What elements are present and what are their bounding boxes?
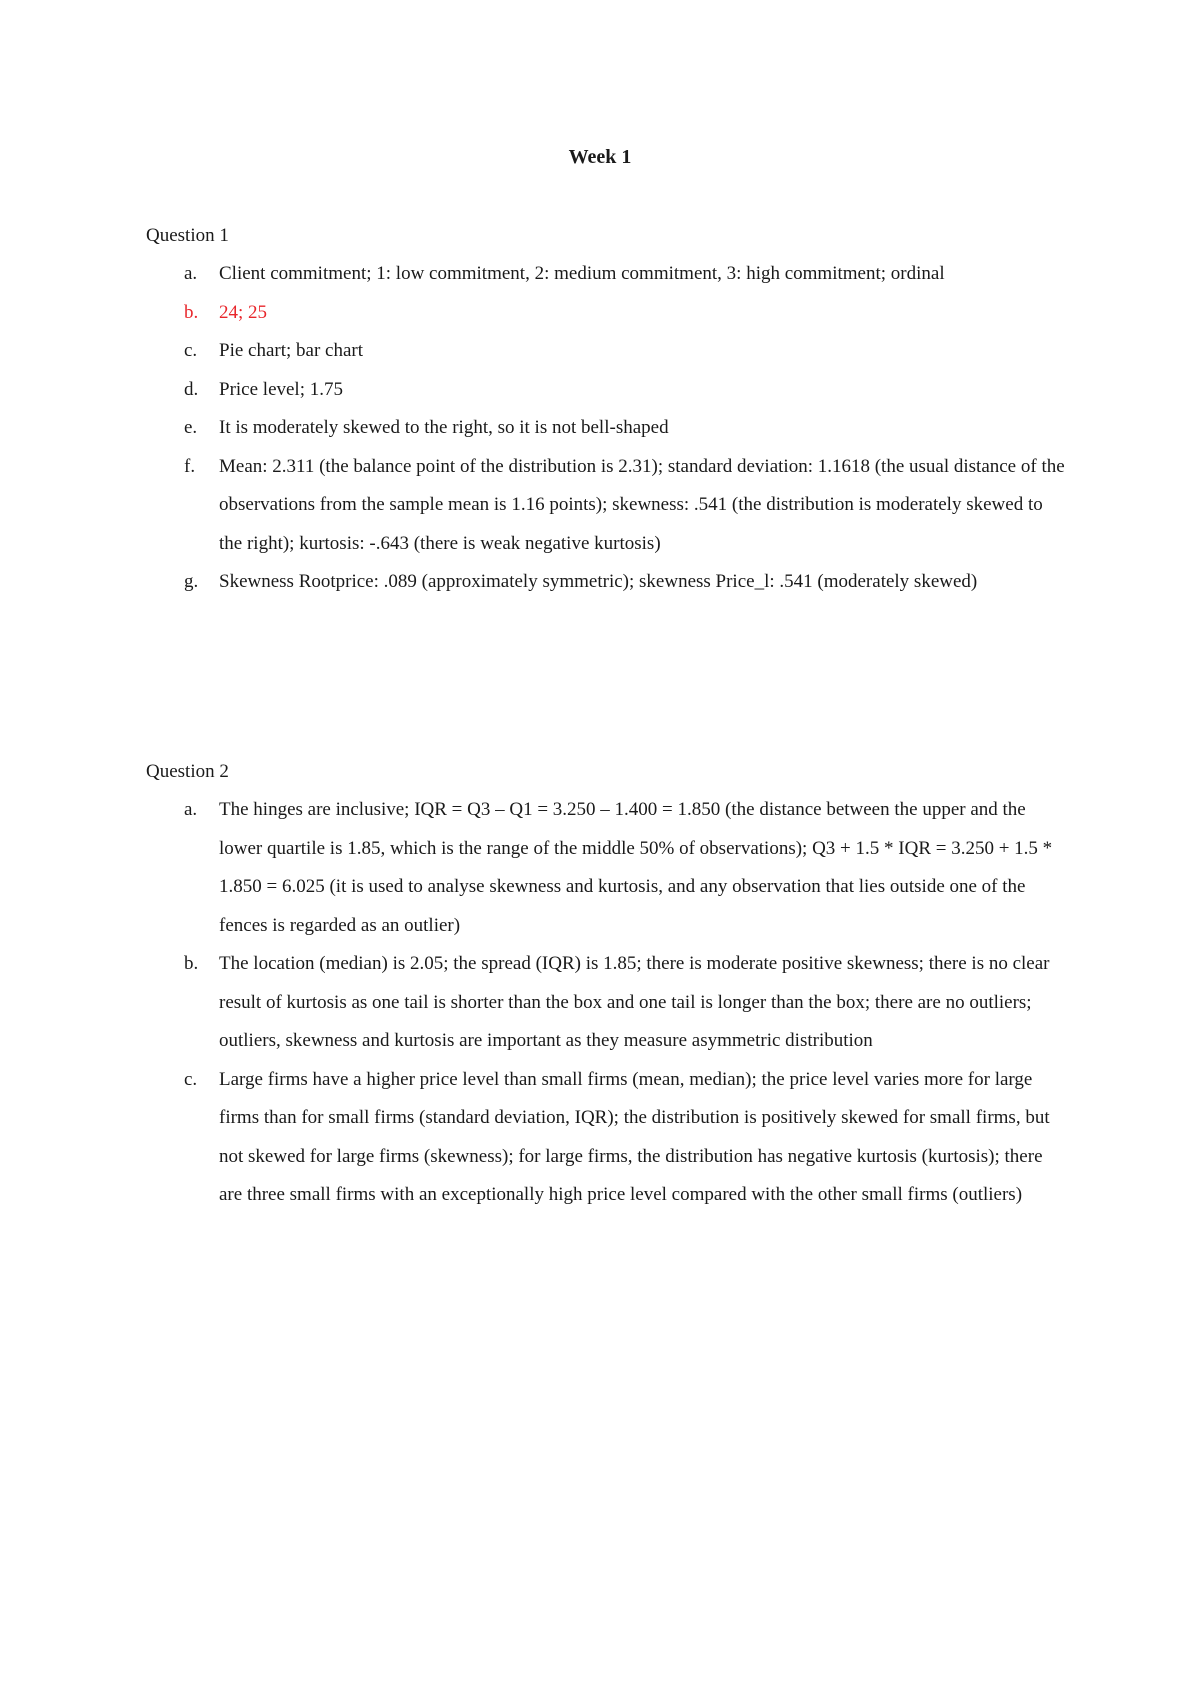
page-title: Week 1	[568, 146, 632, 168]
item-marker: a.	[184, 263, 198, 284]
answer-item	[146, 448, 1066, 564]
answer-text: Price level; 1.75	[219, 378, 343, 400]
question-1-heading: Question 1	[146, 225, 229, 246]
answer-text: The hinges are inclusive; IQR = Q3 – Q1 = 3.250 – 1.400 = 1.850 (the distance between the upper and the lower quartile is 1.85, which is the range of the middle 50% of observations); Q3 + 1.5 * IQR = 3.250 + 1.5 * 1.850 = 6.025 (it is used to analyse skewness and kurtosis, and any observation that lies outside one of the fences is regarded as an outlier)	[219, 799, 1053, 936]
item-marker: f.	[184, 455, 196, 477]
item-marker: c.	[184, 340, 198, 361]
answer-item	[146, 563, 1066, 602]
answer-item-highlighted	[146, 294, 1066, 333]
question-1-answer-list	[146, 255, 1066, 602]
answer-text: Mean: 2.311 (the balance point of the distribution is 2.31); standard deviation: 1.1618 (the usual distance of the observations from the sample mean is 1.16 points); skewness: .541 (the distribution is moderately skewed to the right); kurtosis: -.643 (there is weak negative kurtosis)	[219, 455, 1065, 554]
answer-item	[146, 409, 1066, 448]
answer-text: Large firms have a higher price level than small firms (mean, median); the price level varies more for large firms than for small firms (standard deviation, IQR); the distribution is positively skewed for small firms, but not skewed for large firms (skewness); for large firms, the distribution has negative kurtosis (kurtosis); there are three small firms with an exceptionally high price level compared with the other small firms (outliers)	[219, 1068, 1050, 1205]
item-marker: d.	[184, 378, 199, 400]
answer-text: Skewness Rootprice: .089 (approximately symmetric); skewness Price_l: .541 (moderately skewed)	[219, 571, 978, 592]
answer-text: The location (median) is 2.05; the spread (IQR) is 1.85; there is moderate positive skewness; there is no clear result of kurtosis as one tail is shorter than the box and one tail is longer than the box; there are no outliers; outliers, skewness and kurtosis are important as they measure asymmetric distribution	[219, 953, 1050, 1051]
answer-text: 24; 25	[219, 301, 268, 323]
question-1-section	[146, 217, 1066, 602]
answer-item	[146, 371, 1066, 410]
item-marker: b.	[184, 301, 199, 323]
answer-item	[146, 791, 1066, 945]
item-marker: e.	[184, 417, 198, 438]
answer-text: Client commitment; 1: low commitment, 2: medium commitment, 3: high commitment; ordinal	[219, 263, 945, 284]
answer-text: Pie chart; bar chart	[219, 340, 364, 361]
item-marker: c.	[184, 1068, 198, 1090]
answer-item	[146, 255, 1066, 294]
answer-item	[146, 945, 1066, 1061]
item-marker: a.	[184, 799, 198, 820]
question-2-section	[146, 753, 1066, 1215]
item-marker: g.	[184, 571, 199, 592]
answer-item	[146, 332, 1066, 371]
item-marker: b.	[184, 953, 199, 974]
answer-item	[146, 1061, 1066, 1215]
answer-text: It is moderately skewed to the right, so it is not bell-shaped	[219, 417, 669, 438]
question-2-heading: Question 2	[146, 761, 229, 782]
question-2-answer-list	[146, 791, 1066, 1215]
